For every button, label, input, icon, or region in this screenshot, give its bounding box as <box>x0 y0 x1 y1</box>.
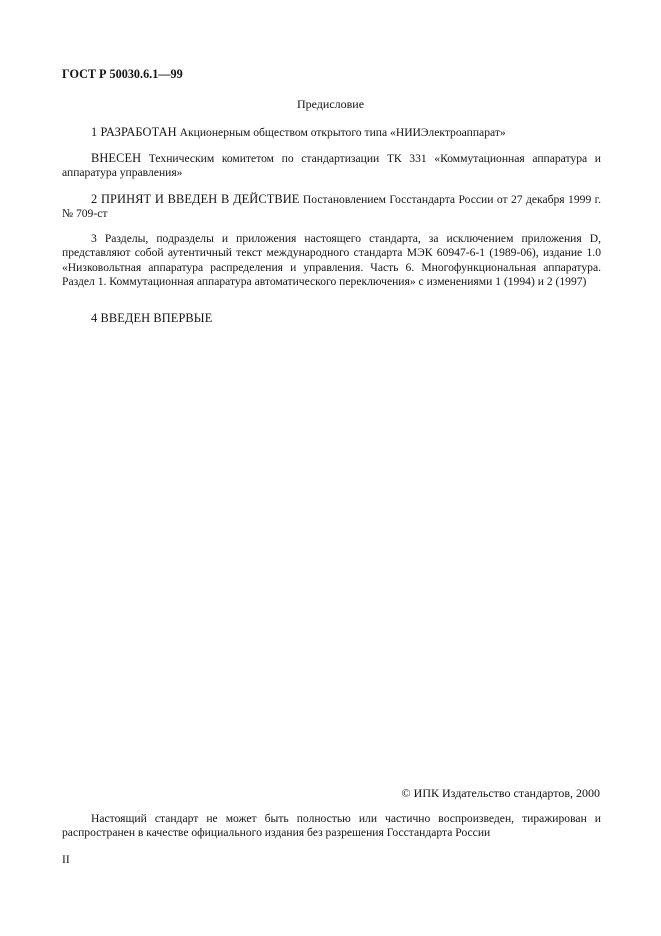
page-title: Предисловие <box>296 97 365 111</box>
paragraph-developed-by <box>62 125 601 140</box>
page-number: II <box>62 854 70 866</box>
paragraph-lead: 1 РАЗРАБОТАН <box>91 125 177 139</box>
paragraph-text: Акционерным обществом открытого типа «НИИЭлектроаппарат» <box>176 126 506 139</box>
standard-number-header: ГОСТ Р 50030.6.1—99 <box>62 67 183 81</box>
paragraph-lead: ВНЕСЕН <box>91 151 142 165</box>
paragraph-lead: 2 ПРИНЯТ И ВВЕДЕН В ДЕЙСТВИЕ <box>91 192 300 206</box>
paragraph-first-introduced <box>62 311 601 326</box>
paragraph-introduced-by <box>62 151 601 181</box>
paragraph-text: 3 Разделы, подразделы и приложения настоящего стандарта, за исключением приложения D, представляют собой аутентичный текст международного стандарта МЭК 60947-6-1 (1989-06), издание 1.0 «Низковольтная аппаратура распределения и управления. Часть 6. Многофункциональная аппаратура. Раздел 1. Коммутационная аппаратура автоматического переключения» с изменениями 1 (1994) и 2 (1997) <box>62 232 601 289</box>
paragraph-text: Постановлением Госстандарта России от 27 декабря 1999 г. № 709-ст <box>62 193 601 221</box>
paragraph-adopted <box>62 192 601 222</box>
paragraph-sections <box>62 231 601 290</box>
paragraph-text: Техническим комитетом по стандартизации ТК 331 «Коммутационная аппаратура и аппаратура управления» <box>62 152 601 180</box>
paragraph-lead: 4 ВВЕДЕН ВПЕРВЫЕ <box>91 311 213 325</box>
reproduction-notice: Настоящий стандарт не может быть полностью или частично воспроизведен, тиражирован и распространен в качестве официального издания без разрешения Госстандарта России <box>62 812 601 840</box>
copyright-line: © ИПК Издательство стандартов, 2000 <box>401 786 600 800</box>
